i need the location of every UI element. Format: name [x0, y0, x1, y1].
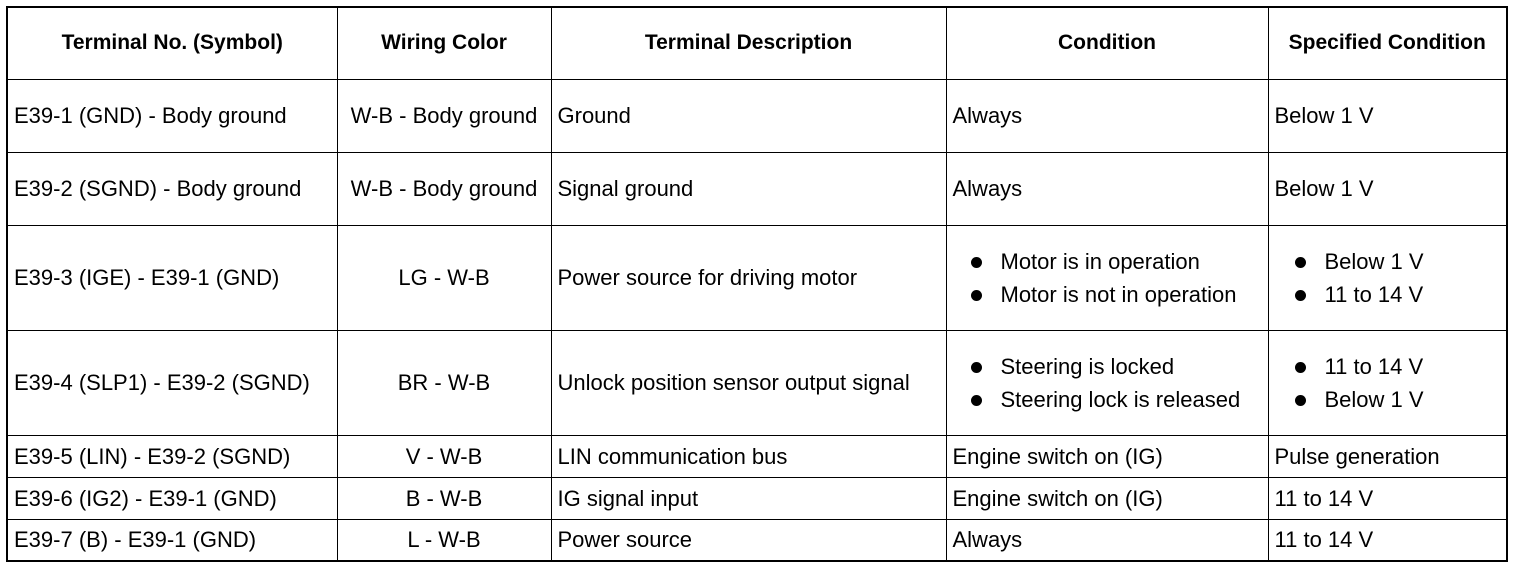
cell-terminal: E39-6 (IG2) - E39-1 (GND) [7, 477, 337, 519]
cell-condition: Engine switch on (IG) [946, 477, 1268, 519]
cell-description: Ground [551, 79, 946, 152]
specified-list [1275, 247, 1501, 309]
condition-item: Motor is in operation [953, 247, 1262, 276]
cell-condition: Engine switch on (IG) [946, 435, 1268, 477]
table-row [7, 477, 1507, 519]
condition-item: Steering lock is released [953, 385, 1262, 414]
cell-terminal: E39-4 (SLP1) - E39-2 (SGND) [7, 330, 337, 435]
cell-condition [946, 225, 1268, 330]
cell-condition: Always [946, 79, 1268, 152]
table-row [7, 519, 1507, 561]
cell-description: IG signal input [551, 477, 946, 519]
cell-specified: Below 1 V [1268, 79, 1507, 152]
cell-description: Power source [551, 519, 946, 561]
table-row [7, 435, 1507, 477]
cell-specified: 11 to 14 V [1268, 519, 1507, 561]
terminal-table-container [6, 6, 1506, 559]
table-row [7, 79, 1507, 152]
cell-specified: 11 to 14 V [1268, 477, 1507, 519]
cell-wiring-color: W-B - Body ground [337, 79, 551, 152]
cell-wiring-color: V - W-B [337, 435, 551, 477]
cell-description: Signal ground [551, 152, 946, 225]
cell-wiring-color: W-B - Body ground [337, 152, 551, 225]
condition-item: Steering is locked [953, 352, 1262, 381]
cell-terminal: E39-3 (IGE) - E39-1 (GND) [7, 225, 337, 330]
cell-specified: Pulse generation [1268, 435, 1507, 477]
cell-condition: Always [946, 152, 1268, 225]
header-terminal-description: Terminal Description [551, 7, 946, 79]
table-row [7, 225, 1507, 330]
cell-terminal: E39-7 (B) - E39-1 (GND) [7, 519, 337, 561]
header-wiring-color: Wiring Color [337, 7, 551, 79]
cell-condition: Always [946, 519, 1268, 561]
cell-description: Power source for driving motor [551, 225, 946, 330]
header-condition: Condition [946, 7, 1268, 79]
specified-item: 11 to 14 V [1275, 352, 1501, 381]
cell-description: LIN communication bus [551, 435, 946, 477]
condition-list [953, 352, 1262, 414]
cell-wiring-color: LG - W-B [337, 225, 551, 330]
table-row [7, 330, 1507, 435]
cell-terminal: E39-5 (LIN) - E39-2 (SGND) [7, 435, 337, 477]
condition-item: Motor is not in operation [953, 280, 1262, 309]
specified-list [1275, 352, 1501, 414]
header-specified-condition: Specified Condition [1268, 7, 1507, 79]
cell-terminal: E39-1 (GND) - Body ground [7, 79, 337, 152]
specified-item: Below 1 V [1275, 247, 1501, 276]
header-terminal: Terminal No. (Symbol) [7, 7, 337, 79]
cell-specified: Below 1 V [1268, 152, 1507, 225]
cell-description: Unlock position sensor output signal [551, 330, 946, 435]
cell-wiring-color: L - W-B [337, 519, 551, 561]
table-header-row [7, 7, 1507, 79]
terminal-table [6, 6, 1508, 562]
cell-wiring-color: BR - W-B [337, 330, 551, 435]
specified-item: 11 to 14 V [1275, 280, 1501, 309]
specified-item: Below 1 V [1275, 385, 1501, 414]
cell-specified [1268, 225, 1507, 330]
table-row [7, 152, 1507, 225]
cell-condition [946, 330, 1268, 435]
cell-specified [1268, 330, 1507, 435]
cell-wiring-color: B - W-B [337, 477, 551, 519]
condition-list [953, 247, 1262, 309]
cell-terminal: E39-2 (SGND) - Body ground [7, 152, 337, 225]
